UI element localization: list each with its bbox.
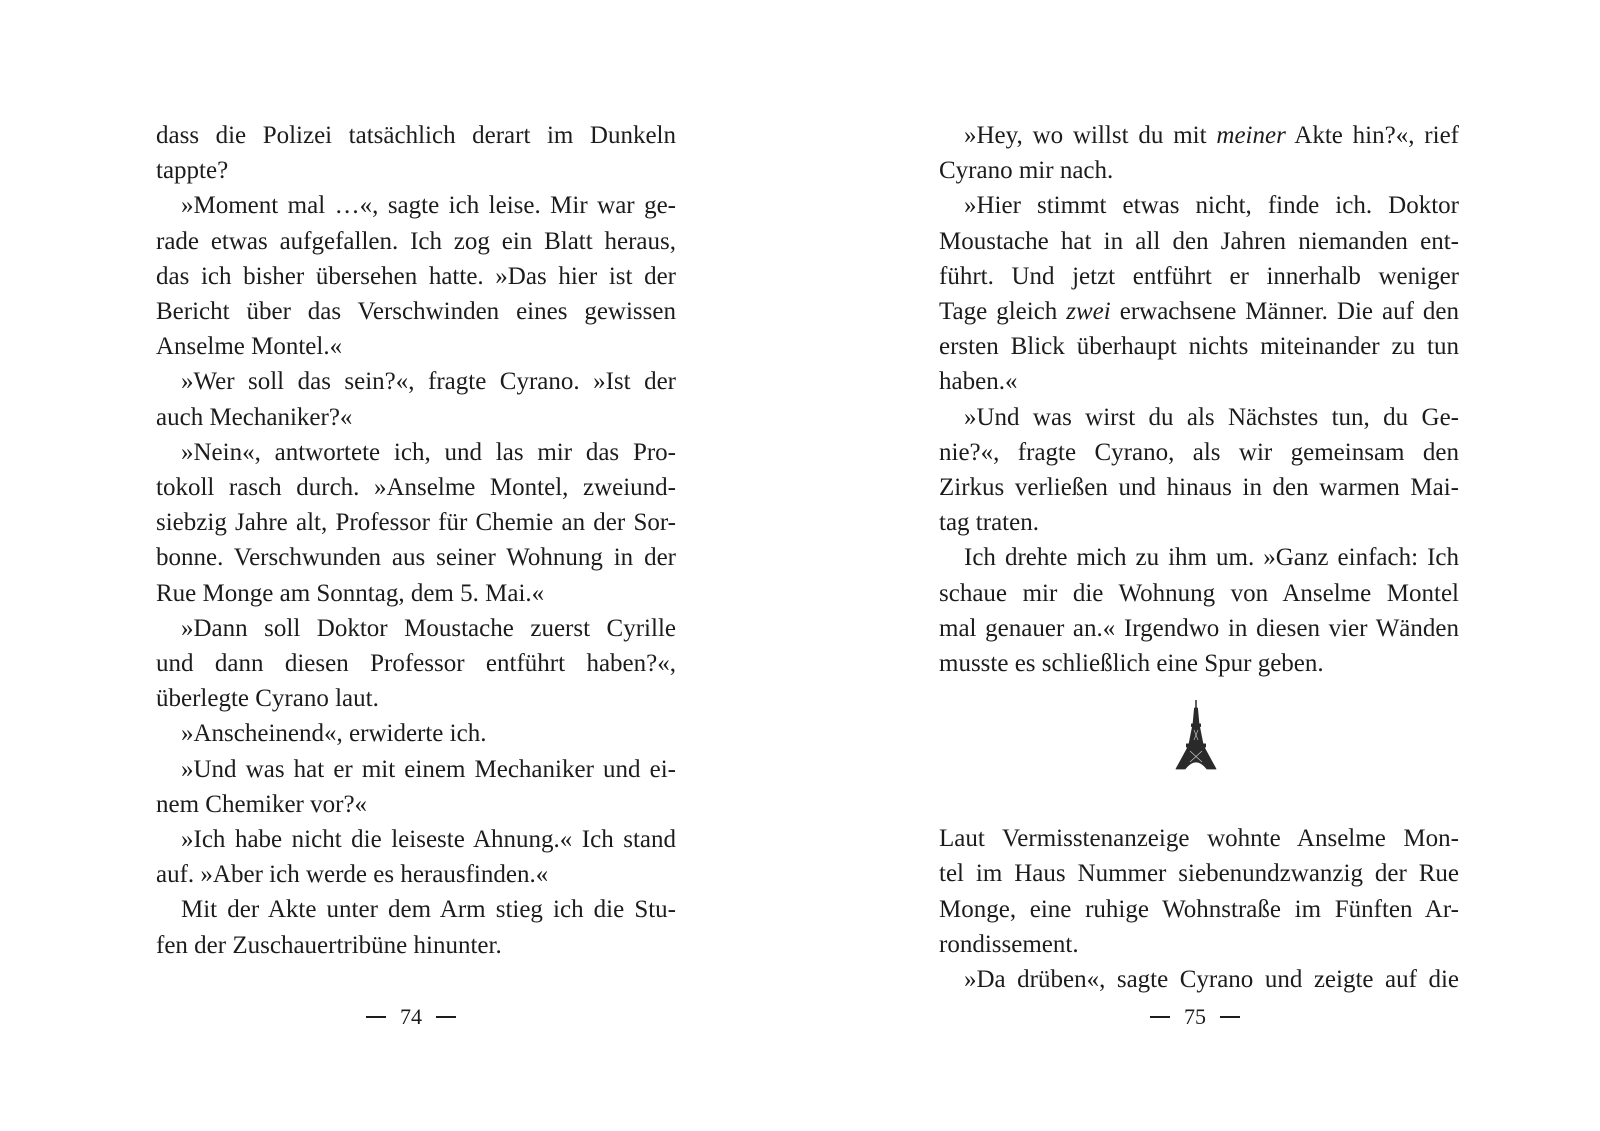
page-number-74: 74 [400, 1004, 422, 1029]
text-segment: nie?«, fragte Cyrano, als wir gemeinsam den [939, 438, 1459, 466]
text-segment: Moustache hat in all den Jahren niemanden ent- [939, 227, 1459, 255]
text-line [939, 153, 1459, 188]
text-segment: »Hier stimmt etwas nicht, finde ich. Doktor [964, 192, 1459, 220]
text-segment: Akte hin?«, rief [1285, 122, 1459, 149]
folio-dash [436, 1016, 456, 1018]
text-segment: Monge, eine ruhige Wohnstraße im Fünften Ar- [939, 895, 1459, 923]
text-line [939, 646, 1459, 681]
text-line [939, 611, 1459, 646]
right-page-top-text [939, 118, 1459, 681]
text-line [939, 118, 1459, 153]
text-segment: rondissement. [939, 930, 1079, 958]
folio-dash [1150, 1016, 1170, 1018]
text-line [939, 400, 1459, 435]
text-line: »Ich habe nicht die leiseste Ahnung.« Ich stand [181, 826, 676, 854]
text-segment: musste es schließlich eine Spur geben. [939, 650, 1324, 678]
text-segment: führt. Und jetzt entführt er innerhalb weniger [939, 262, 1459, 290]
text-line: Mit der Akte unter dem Arm stieg ich die Stu- [181, 896, 676, 924]
text-segment: schaue mir die Wohnung von Anselme Montel [939, 579, 1459, 607]
text-line: nem Chemiker vor?« [156, 790, 368, 818]
text-segment: ersten Blick überhaupt nichts miteinander zu tun [939, 333, 1459, 361]
text-segment: haben.« [939, 368, 1018, 396]
text-segment: Cyrano mir nach. [939, 157, 1114, 185]
text-line: fen der Zuschauertribüne hinunter. [156, 931, 502, 959]
text-line [939, 927, 1459, 962]
text-segment: tag traten. [939, 509, 1039, 537]
text-line: »Dann soll Doktor Moustache zuerst Cyrille [181, 614, 676, 642]
right-page-bottom-text [939, 821, 1459, 997]
text-line: und dann diesen Professor entführt haben?«, [156, 650, 676, 678]
text-line [939, 892, 1459, 927]
text-line [939, 821, 1459, 856]
text-line: auch Mechaniker?« [156, 403, 353, 431]
text-line: rade etwas aufgefallen. Ich zog ein Blatt heraus, [156, 227, 676, 255]
text-line: tokoll rasch durch. »Anselme Montel, zweiund- [156, 474, 676, 502]
text-line [939, 470, 1459, 505]
text-line [939, 364, 1459, 399]
emphasis-text: zwei [1066, 298, 1111, 326]
text-line [939, 329, 1459, 364]
text-segment: tel im Haus Nummer siebenundzwanzig der Rue [939, 860, 1459, 888]
text-line: das ich bisher übersehen hatte. »Das hier ist der [156, 262, 676, 290]
left-page-number [366, 1003, 456, 1031]
text-segment: »Da drüben«, sagte Cyrano und zeigte auf die [964, 966, 1459, 994]
text-line: »Moment mal …«, sagte ich leise. Mir war ge- [181, 192, 676, 220]
right-page-number [1150, 1003, 1240, 1031]
text-line [939, 294, 1459, 329]
text-segment: »Und was wirst du als Nächstes tun, du Ge- [964, 403, 1459, 431]
right-page-text [939, 118, 1459, 997]
text-line [939, 435, 1459, 470]
text-segment: »Hey, wo willst du mit [964, 122, 1217, 149]
text-line: bonne. Verschwunden aus seiner Wohnung in der [156, 544, 676, 572]
text-segment: erwachsene Männer. Die auf den [1110, 298, 1459, 326]
text-line [939, 259, 1459, 294]
text-line [939, 505, 1459, 540]
text-line: siebzig Jahre alt, Professor für Chemie an der Sor- [156, 509, 676, 537]
text-segment: mal genauer an.« Irgendwo in diesen vier Wänden [939, 614, 1459, 642]
text-segment: Tage gleich [939, 298, 1067, 326]
text-line [939, 188, 1459, 223]
page-number-75: 75 [1184, 1004, 1206, 1029]
text-line: »Wer soll das sein?«, fragte Cyrano. »Ist der [181, 368, 676, 396]
text-line [939, 576, 1459, 611]
folio-dash [1220, 1016, 1240, 1018]
text-line: tappte? [156, 157, 229, 185]
text-line [939, 856, 1459, 891]
text-line: »Anscheinend«, erwiderte ich. [181, 720, 487, 748]
folio-dash [366, 1016, 386, 1018]
text-line: Rue Monge am Sonntag, dem 5. Mai.« [156, 579, 545, 607]
text-segment: Zirkus verließen und hinaus in den warmen Mai- [939, 474, 1459, 502]
eiffel-tower-icon [1174, 700, 1218, 770]
left-page-text [156, 118, 676, 963]
text-line: »Und was hat er mit einem Mechaniker und ei- [181, 755, 676, 783]
text-line: »Nein«, antwortete ich, und las mir das Pro- [181, 438, 676, 466]
text-line: auf. »Aber ich werde es herausfinden.« [156, 861, 549, 889]
text-line: Bericht über das Verschwinden eines gewissen [156, 298, 676, 326]
text-line: dass die Polizei tatsächlich derart im Dunkeln [156, 122, 676, 149]
text-line [939, 962, 1459, 997]
text-segment: Laut Vermisstenanzeige wohnte Anselme Mon- [939, 825, 1459, 853]
text-line: überlegte Cyrano laut. [156, 685, 379, 713]
emphasis-text: meiner [1216, 122, 1286, 149]
text-line [939, 540, 1459, 575]
text-line [939, 224, 1459, 259]
text-line: Anselme Montel.« [156, 333, 343, 361]
text-segment: Ich drehte mich zu ihm um. »Ganz einfach: Ich [964, 544, 1459, 572]
